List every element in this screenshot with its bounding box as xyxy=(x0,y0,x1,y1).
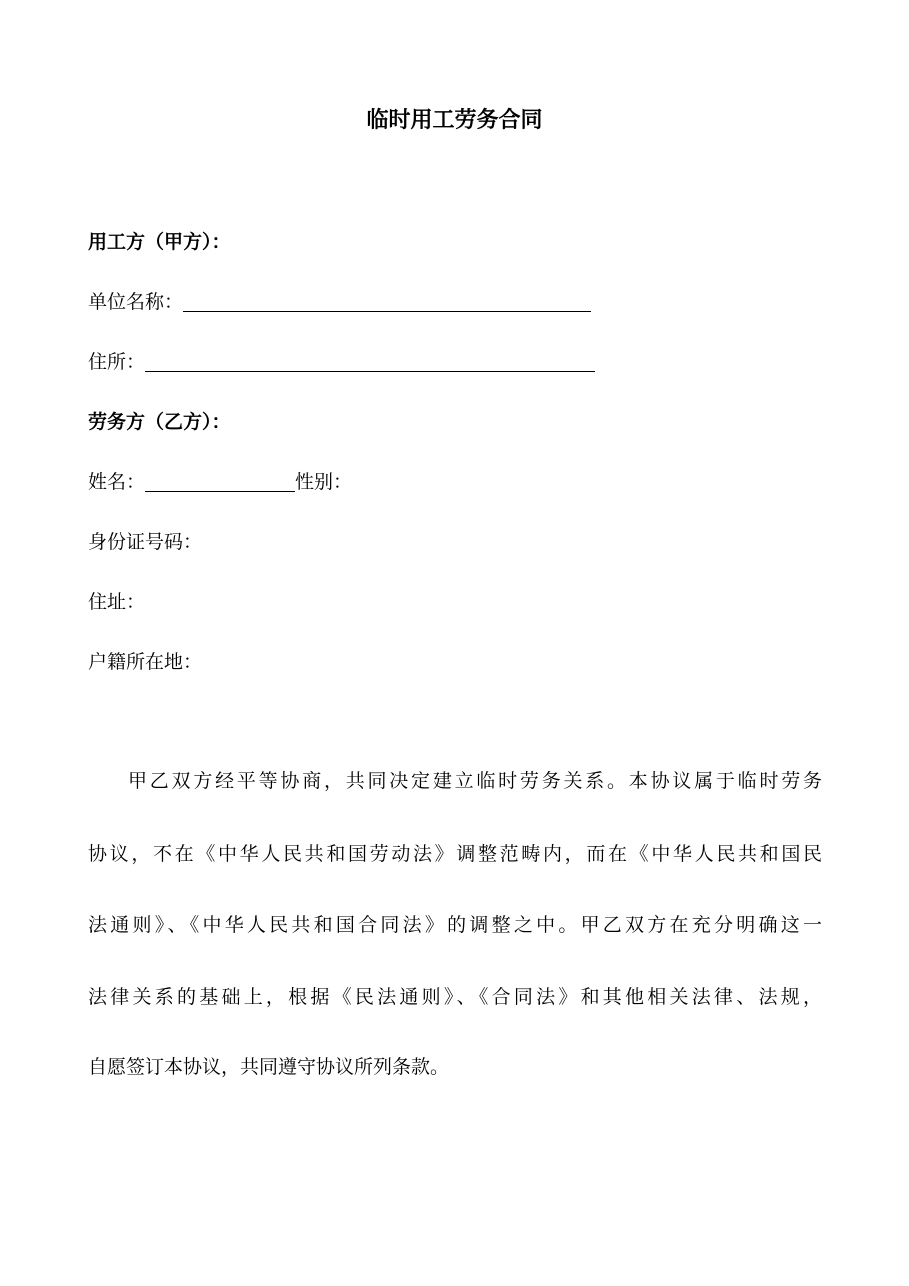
hukou-label: 户籍所在地： xyxy=(88,651,203,673)
body-line-1: 甲乙双方经平等协商，共同决定建立临时劳务关系。本协议属于临时劳务 xyxy=(128,770,822,792)
name-blank xyxy=(145,469,295,492)
unit-name-label: 单位名称： xyxy=(88,291,184,313)
id-number-label: 身份证号码： xyxy=(88,531,203,553)
body-line-4: 法律关系的基础上，根据《民法通则》、《合同法》和其他相关法律、法规， xyxy=(88,986,822,1008)
party-a-heading: 用工方（甲方）： xyxy=(88,231,231,253)
body-line-5: 自愿签订本协议，共同遵守协议所列条款。 xyxy=(88,1056,450,1078)
unit-name-blank xyxy=(183,289,591,312)
gender-label: 性别： xyxy=(295,471,353,493)
party-a-address-row xyxy=(88,348,595,376)
party-b-heading: 劳务方（乙方）： xyxy=(88,411,231,433)
body-line-2: 协议，不在《中华人民共和国劳动法》调整范畴内，而在《中华人民共和国民 xyxy=(88,843,822,865)
document-title: 临时用工劳务合同 xyxy=(366,107,543,133)
name-gender-row xyxy=(88,468,352,496)
party-a-address-blank xyxy=(145,349,595,372)
body-line-3: 法通则》、《中华人民共和国合同法》的调整之中。甲乙双方在充分明确这一 xyxy=(88,914,822,936)
unit-name-row xyxy=(88,288,591,316)
party-b-address-label: 住址： xyxy=(88,591,146,613)
party-a-address-label: 住所： xyxy=(88,351,146,373)
name-label: 姓名： xyxy=(88,471,146,493)
